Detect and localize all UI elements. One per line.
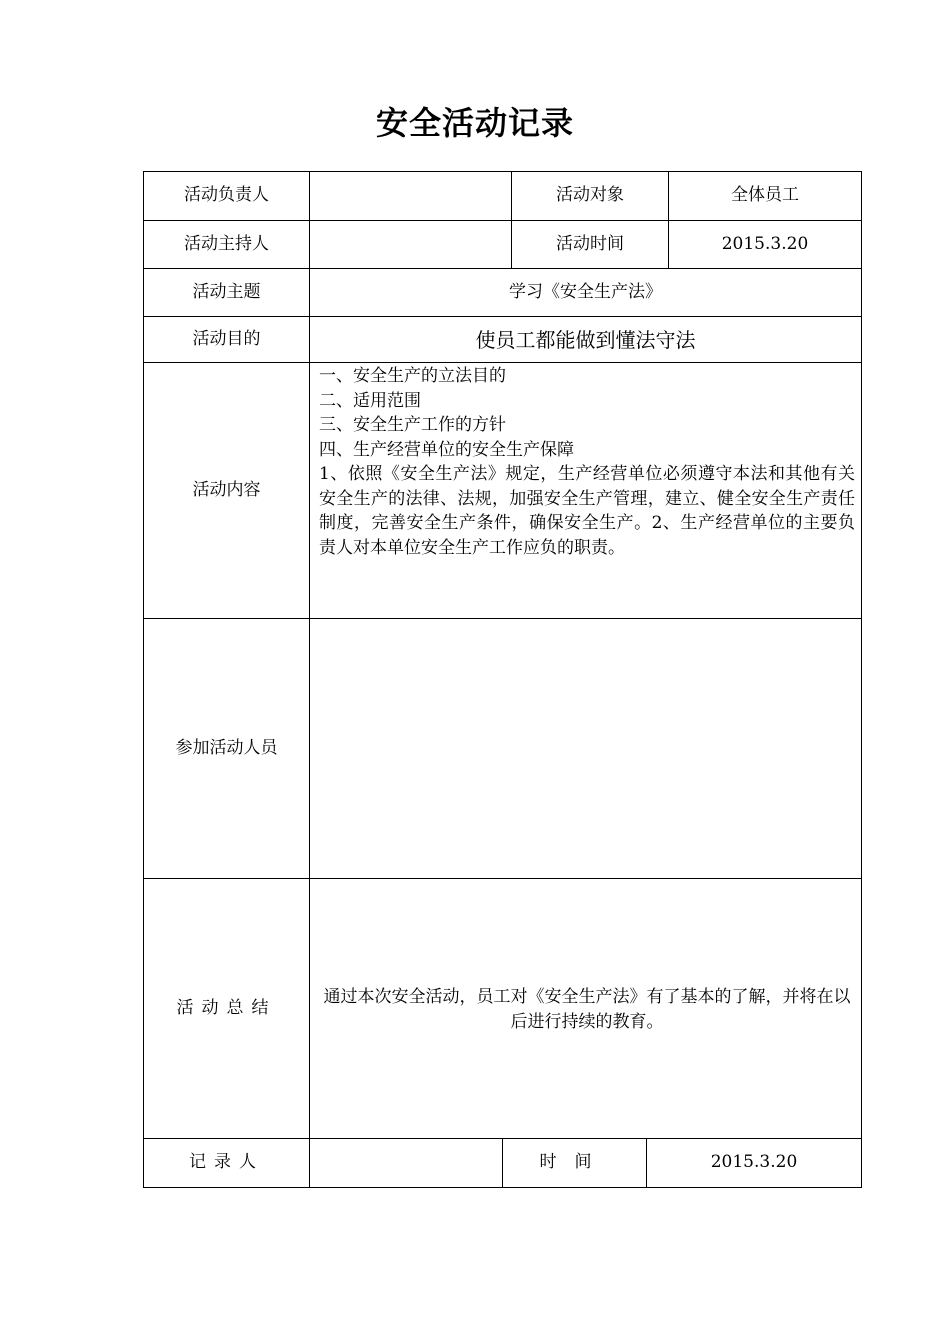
participants-label: 参加活动人员: [175, 737, 278, 758]
content-label: 活动内容: [192, 479, 261, 500]
host-label: 活动主持人: [184, 233, 269, 254]
goal-value: 使员工都能做到懂法守法: [475, 327, 696, 352]
content-line: 二、适用范围: [319, 390, 421, 411]
participants-value: [310, 619, 861, 878]
target-value: 全体员工: [731, 185, 799, 206]
target-label: 活动对象: [556, 185, 624, 206]
record-time-label: 时间: [539, 1152, 610, 1173]
recorder-label: 记录人: [189, 1152, 264, 1173]
host-value: [310, 221, 511, 268]
record-time-value: 2015.3.20: [710, 1152, 798, 1173]
content-line: 三、安全生产工作的方针: [319, 415, 506, 435]
theme-label: 活动主题: [192, 281, 261, 302]
leader-label: 活动负责人: [184, 185, 269, 206]
summary-value: 通过本次安全活动，员工对《安全生产法》有了基本的了解，并将在以后进行持续的教育。: [323, 987, 851, 1032]
content-body: [319, 364, 855, 560]
page-title: 安全活动记录: [375, 104, 574, 142]
leader-value: [310, 172, 511, 220]
content-paragraph: 1、依照《安全生产法》规定，生产经营单位必须遵守本法和其他有关安全生产的法律、法规，加强安全生产管理，建立、健全安全生产责任制度，完善安全生产条件，确保安全生产。2、生产经营单位的主要负责人对本单位安全生产工作应负的职责。: [319, 464, 855, 558]
recorder-value: [310, 1139, 502, 1187]
time-label: 活动时间: [556, 233, 624, 254]
time-value: 2015.3.20: [721, 233, 809, 254]
goal-label: 活动目的: [192, 328, 261, 349]
summary-label: 活动总结: [176, 997, 277, 1018]
content-line: 一、安全生产的立法目的: [319, 366, 506, 386]
theme-value: 学习《安全生产法》: [509, 281, 662, 302]
content-line: 四、生产经营单位的安全生产保障: [319, 439, 574, 460]
